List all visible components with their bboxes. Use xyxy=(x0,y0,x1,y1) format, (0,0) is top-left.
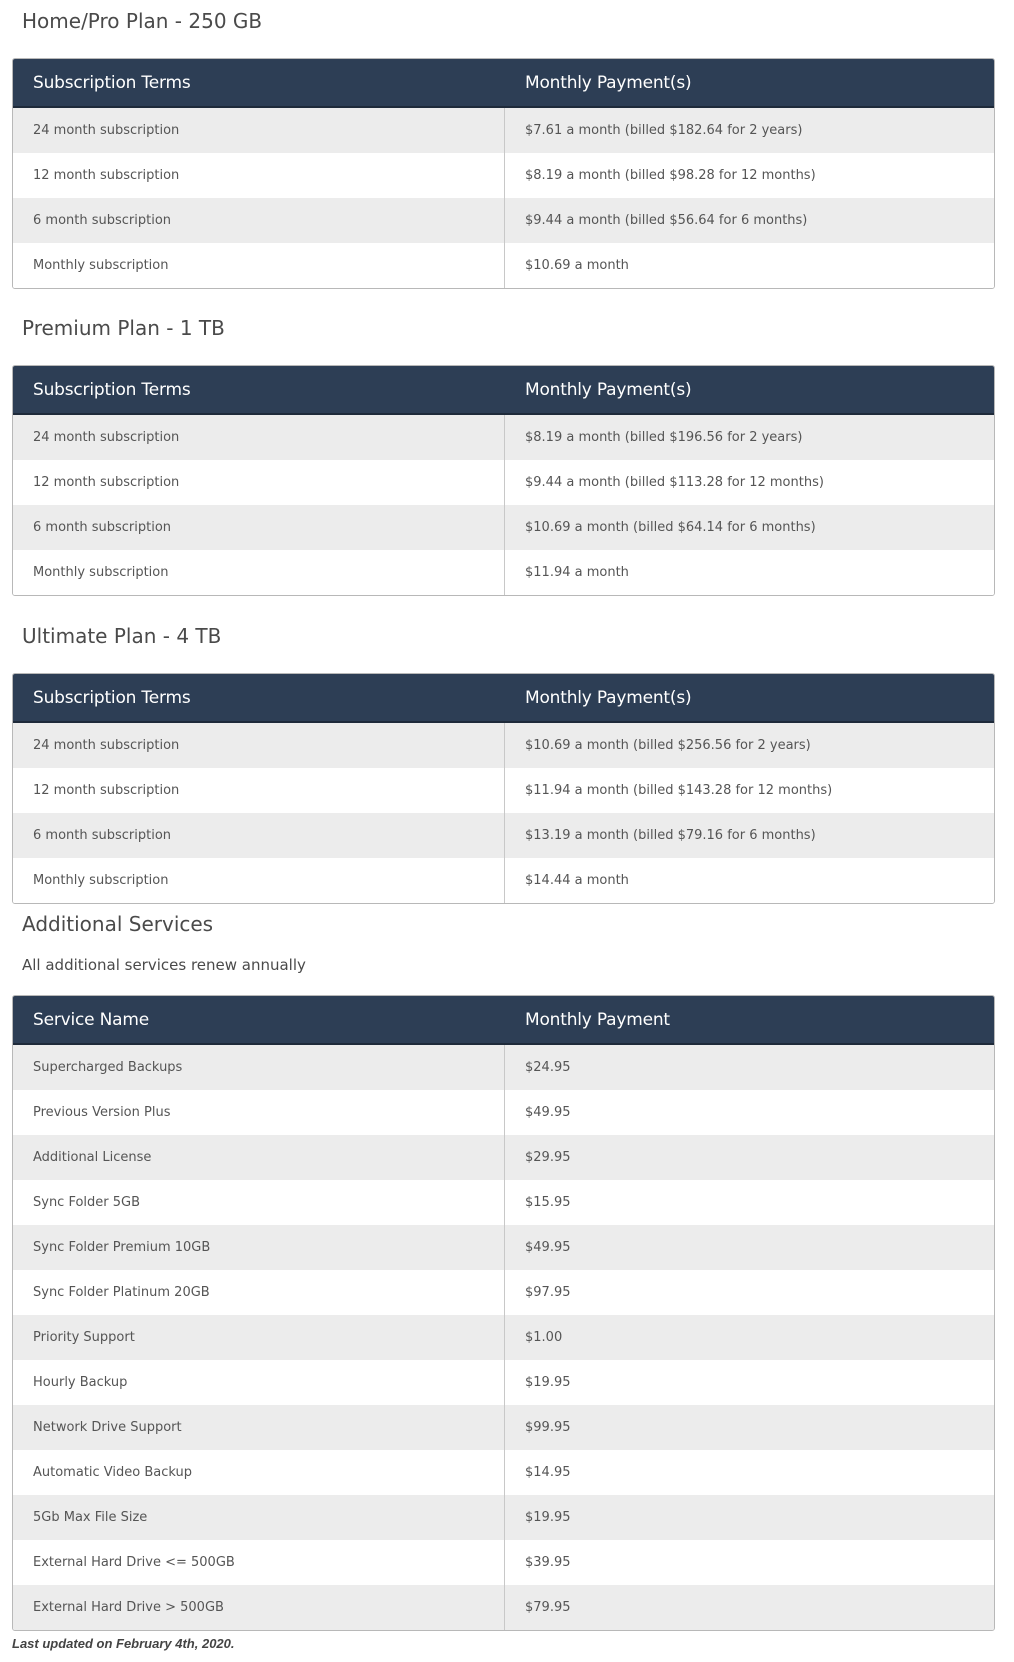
table-row xyxy=(13,1405,994,1450)
service-cell: 5Gb Max File Size xyxy=(13,1495,505,1540)
service-cell: Network Drive Support xyxy=(13,1405,505,1450)
table-row xyxy=(13,1585,994,1630)
term-cell: 12 month subscription xyxy=(13,460,505,505)
table-row xyxy=(13,505,994,550)
price-cell: $14.95 xyxy=(525,1465,571,1480)
column-header-payment: Monthly Payment xyxy=(525,1009,670,1030)
term-cell: 24 month subscription xyxy=(13,723,505,768)
table-row xyxy=(13,768,994,813)
table-row xyxy=(13,858,994,903)
table-row xyxy=(13,1090,994,1135)
table-header xyxy=(13,59,994,108)
service-cell: Previous Version Plus xyxy=(13,1090,505,1135)
payment-cell: $14.44 a month xyxy=(525,873,629,888)
table-body xyxy=(13,723,994,903)
price-cell: $49.95 xyxy=(525,1105,571,1120)
payment-cell: $7.61 a month (billed $182.64 for 2 years) xyxy=(525,123,803,138)
price-cell: $49.95 xyxy=(525,1240,571,1255)
table-body xyxy=(13,108,994,288)
additional-services-subtitle: All additional services renew annually xyxy=(22,956,306,974)
column-header-payment: Monthly Payment(s) xyxy=(525,687,692,708)
table-row xyxy=(13,198,994,243)
table-row xyxy=(13,1315,994,1360)
payment-cell: $9.44 a month (billed $56.64 for 6 months) xyxy=(525,213,808,228)
last-updated-note: Last updated on February 4th, 2020. xyxy=(12,1636,235,1651)
plan-title-premium: Premium Plan - 1 TB xyxy=(22,316,225,340)
plan-table-ultimate xyxy=(12,673,995,904)
additional-services-table xyxy=(12,995,995,1631)
payment-cell: $10.69 a month (billed $256.56 for 2 years) xyxy=(525,738,811,753)
table-body xyxy=(13,415,994,595)
plan-title-home-pro: Home/Pro Plan - 250 GB xyxy=(22,9,263,33)
term-cell: 12 month subscription xyxy=(13,768,505,813)
table-row xyxy=(13,153,994,198)
table-row xyxy=(13,1540,994,1585)
table-row xyxy=(13,1135,994,1180)
column-header-terms: Subscription Terms xyxy=(33,379,191,400)
price-cell: $99.95 xyxy=(525,1420,571,1435)
table-body xyxy=(13,1045,994,1630)
service-cell: Priority Support xyxy=(13,1315,505,1360)
price-cell: $19.95 xyxy=(525,1375,571,1390)
plan-table-premium xyxy=(12,365,995,596)
service-cell: Sync Folder Platinum 20GB xyxy=(13,1270,505,1315)
table-row xyxy=(13,460,994,505)
price-cell: $79.95 xyxy=(525,1600,571,1615)
price-cell: $39.95 xyxy=(525,1555,571,1570)
column-header-service: Service Name xyxy=(33,1009,149,1030)
service-cell: Automatic Video Backup xyxy=(13,1450,505,1495)
service-cell: External Hard Drive > 500GB xyxy=(13,1585,505,1630)
service-cell: Additional License xyxy=(13,1135,505,1180)
table-header xyxy=(13,996,994,1045)
column-header-payment: Monthly Payment(s) xyxy=(525,72,692,93)
table-row xyxy=(13,108,994,153)
service-cell: Hourly Backup xyxy=(13,1360,505,1405)
table-row xyxy=(13,1270,994,1315)
term-cell: 6 month subscription xyxy=(13,198,505,243)
service-cell: Sync Folder 5GB xyxy=(13,1180,505,1225)
plan-table-home-pro xyxy=(12,58,995,289)
price-cell: $19.95 xyxy=(525,1510,571,1525)
payment-cell: $11.94 a month (billed $143.28 for 12 months) xyxy=(525,783,833,798)
payment-cell: $10.69 a month xyxy=(525,258,629,273)
payment-cell: $8.19 a month (billed $98.28 for 12 months) xyxy=(525,168,816,183)
term-cell: Monthly subscription xyxy=(13,243,505,288)
table-row xyxy=(13,813,994,858)
column-header-terms: Subscription Terms xyxy=(33,72,191,93)
service-cell: External Hard Drive <= 500GB xyxy=(13,1540,505,1585)
term-cell: 24 month subscription xyxy=(13,108,505,153)
additional-services-title: Additional Services xyxy=(22,912,214,936)
payment-cell: $10.69 a month (billed $64.14 for 6 months) xyxy=(525,520,816,535)
column-header-payment: Monthly Payment(s) xyxy=(525,379,692,400)
table-row xyxy=(13,1045,994,1090)
table-row xyxy=(13,1495,994,1540)
table-row xyxy=(13,1225,994,1270)
table-row xyxy=(13,550,994,595)
price-cell: $15.95 xyxy=(525,1195,571,1210)
column-header-terms: Subscription Terms xyxy=(33,687,191,708)
price-cell: $97.95 xyxy=(525,1285,571,1300)
price-cell: $1.00 xyxy=(525,1330,563,1345)
service-cell: Supercharged Backups xyxy=(13,1045,505,1090)
table-header xyxy=(13,366,994,415)
table-header xyxy=(13,674,994,723)
term-cell: Monthly subscription xyxy=(13,550,505,595)
term-cell: 6 month subscription xyxy=(13,505,505,550)
table-row xyxy=(13,415,994,460)
table-row xyxy=(13,243,994,288)
payment-cell: $13.19 a month (billed $79.16 for 6 months) xyxy=(525,828,816,843)
table-row xyxy=(13,1180,994,1225)
term-cell: 24 month subscription xyxy=(13,415,505,460)
term-cell: 12 month subscription xyxy=(13,153,505,198)
service-cell: Sync Folder Premium 10GB xyxy=(13,1225,505,1270)
table-row xyxy=(13,1360,994,1405)
payment-cell: $8.19 a month (billed $196.56 for 2 years) xyxy=(525,430,803,445)
table-row xyxy=(13,1450,994,1495)
term-cell: 6 month subscription xyxy=(13,813,505,858)
table-row xyxy=(13,723,994,768)
payment-cell: $11.94 a month xyxy=(525,565,629,580)
payment-cell: $9.44 a month (billed $113.28 for 12 months) xyxy=(525,475,824,490)
price-cell: $24.95 xyxy=(525,1060,571,1075)
term-cell: Monthly subscription xyxy=(13,858,505,903)
plan-title-ultimate: Ultimate Plan - 4 TB xyxy=(22,624,222,648)
price-cell: $29.95 xyxy=(525,1150,571,1165)
